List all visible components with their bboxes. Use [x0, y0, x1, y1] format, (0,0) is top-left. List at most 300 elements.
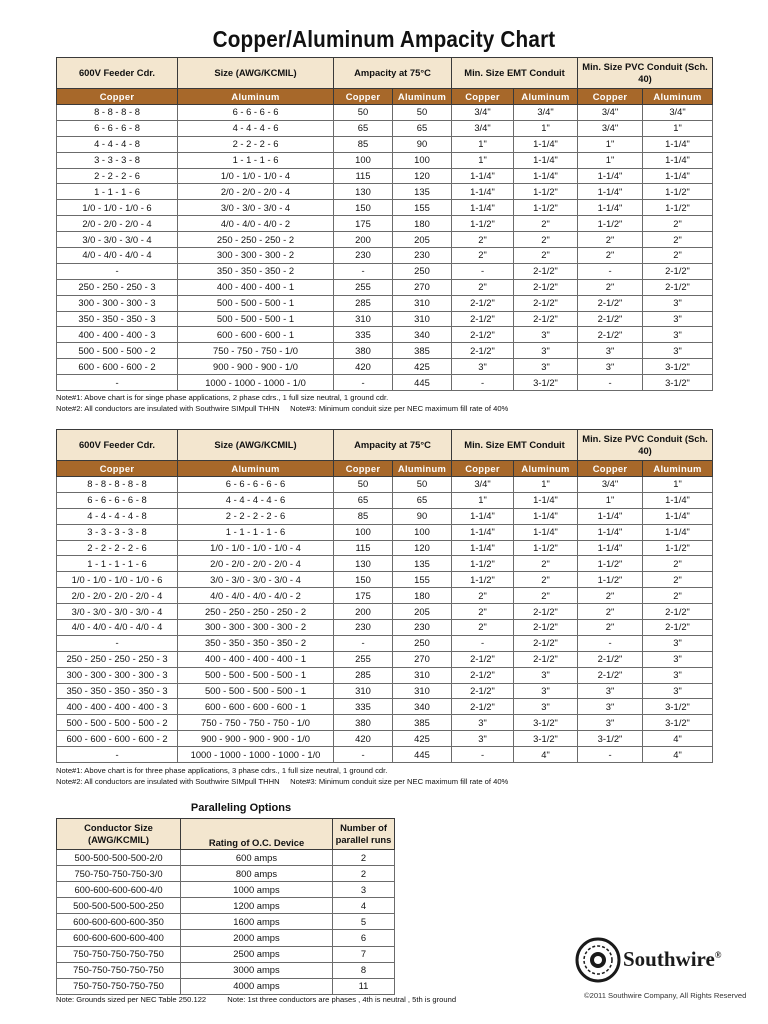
- table-cell: -: [578, 375, 643, 391]
- table-cell: 4": [643, 747, 713, 763]
- aluminum-subheader: Aluminum: [393, 89, 452, 105]
- southwire-wordmark: [623, 947, 722, 972]
- table-row: [57, 850, 395, 866]
- table-cell: 1": [643, 477, 713, 493]
- table-row: [57, 978, 395, 994]
- table-cell: 2": [452, 279, 514, 295]
- table-cell: 250 - 250 - 250 - 250 - 2: [178, 604, 334, 620]
- table-cell: 65: [334, 492, 393, 508]
- table-cell: 285: [334, 295, 393, 311]
- table-cell: 750-750-750-750-3/0: [57, 866, 181, 882]
- table-cell: 3": [514, 667, 578, 683]
- table-row: [57, 620, 713, 636]
- table-cell: 4 - 4 - 4 - 4 - 6: [178, 492, 334, 508]
- table-row: [57, 572, 713, 588]
- table-row: [57, 295, 713, 311]
- table-cell: 4": [514, 747, 578, 763]
- table-cell: 1-1/4": [514, 168, 578, 184]
- table-cell: 2": [452, 248, 514, 264]
- copper-subheader: Copper: [452, 89, 514, 105]
- pvc-header: Min. Size PVC Conduit (Sch. 40): [578, 430, 713, 461]
- table-cell: 3": [578, 359, 643, 375]
- table-row: [57, 683, 713, 699]
- table-cell: 1-1/4": [514, 524, 578, 540]
- copper-subheader: Copper: [334, 89, 393, 105]
- table-cell: 310: [393, 683, 452, 699]
- table-cell: 1-1/2": [578, 572, 643, 588]
- table-cell: 445: [393, 747, 452, 763]
- table-cell: 2-1/2": [514, 263, 578, 279]
- table-cell: 3: [333, 882, 395, 898]
- table-cell: 2-1/2": [452, 311, 514, 327]
- table-cell: 1000 - 1000 - 1000 - 1000 - 1/0: [178, 747, 334, 763]
- table-cell: 425: [393, 731, 452, 747]
- table-cell: 1-1/4": [578, 508, 643, 524]
- table-cell: 4/0 - 4/0 - 4/0 - 4/0 - 2: [178, 588, 334, 604]
- southwire-emblem-icon: [577, 939, 619, 981]
- table-cell: 1-1/4": [578, 540, 643, 556]
- table-cell: 2-1/2": [643, 263, 713, 279]
- table-cell: 2 - 2 - 2 - 6: [57, 168, 178, 184]
- parallel-runs-header: Number of parallel runs: [333, 819, 395, 850]
- table-cell: 2-1/2": [514, 635, 578, 651]
- table-cell: 3": [643, 295, 713, 311]
- table-cell: 3/4": [578, 477, 643, 493]
- table-cell: 400 - 400 - 400 - 1: [178, 279, 334, 295]
- table-cell: 750-750-750-750-750: [57, 978, 181, 994]
- table-cell: 750 - 750 - 750 - 750 - 1/0: [178, 715, 334, 731]
- oc-rating-header: Rating of O.C. Device: [181, 819, 333, 850]
- table-cell: 380: [334, 343, 393, 359]
- table-cell: 500 - 500 - 500 - 2: [57, 343, 178, 359]
- table-cell: 85: [334, 508, 393, 524]
- table-cell: 2-1/2": [514, 311, 578, 327]
- table-cell: 230: [393, 248, 452, 264]
- table-cell: 3/4": [643, 105, 713, 121]
- size-header: Size (AWG/KCMIL): [178, 58, 334, 89]
- table-cell: 2: [333, 850, 395, 866]
- table-cell: 90: [393, 136, 452, 152]
- table-cell: 4": [643, 731, 713, 747]
- aluminum-subheader: Aluminum: [514, 89, 578, 105]
- table-cell: 11: [333, 978, 395, 994]
- table-row: [57, 524, 713, 540]
- table-cell: 150: [334, 572, 393, 588]
- table-cell: 250 - 250 - 250 - 250 - 3: [57, 651, 178, 667]
- table-cell: 100: [393, 524, 452, 540]
- table-cell: 1-1/4": [452, 184, 514, 200]
- table-cell: 385: [393, 343, 452, 359]
- table-cell: 1": [452, 136, 514, 152]
- table-cell: 1-1/4": [643, 524, 713, 540]
- table-cell: 2-1/2": [578, 667, 643, 683]
- table-cell: -: [334, 747, 393, 763]
- table-cell: 750 - 750 - 750 - 1/0: [178, 343, 334, 359]
- table-row: [57, 747, 713, 763]
- table-cell: 1-1/4": [514, 492, 578, 508]
- table-cell: 3": [578, 343, 643, 359]
- copper-subheader: Copper: [334, 461, 393, 477]
- table-cell: 350 - 350 - 350 - 2: [178, 263, 334, 279]
- copper-subheader: Copper: [578, 89, 643, 105]
- table-cell: 500 - 500 - 500 - 500 - 1: [178, 683, 334, 699]
- copper-subheader: Copper: [57, 89, 178, 105]
- table-cell: 1-1/2": [452, 572, 514, 588]
- table-cell: 2": [578, 620, 643, 636]
- table-cell: 2-1/2": [578, 327, 643, 343]
- copper-subheader: Copper: [578, 461, 643, 477]
- table-cell: 120: [393, 168, 452, 184]
- table-cell: 2-1/2": [452, 295, 514, 311]
- table-row: [57, 930, 395, 946]
- table-cell: 130: [334, 556, 393, 572]
- table-cell: 1-1/2": [643, 184, 713, 200]
- table-cell: 3": [514, 343, 578, 359]
- table-cell: 2": [514, 216, 578, 232]
- table-cell: 1/0 - 1/0 - 1/0 - 1/0 - 4: [178, 540, 334, 556]
- table-cell: 4/0 - 4/0 - 4/0 - 4/0 - 4: [57, 620, 178, 636]
- table-row: [57, 588, 713, 604]
- table-cell: 2-1/2": [643, 604, 713, 620]
- table-cell: 2-1/2": [643, 279, 713, 295]
- table-cell: 50: [393, 477, 452, 493]
- table-row: [57, 152, 713, 168]
- table-cell: 1-1/4": [452, 508, 514, 524]
- table-cell: 1/0 - 1/0 - 1/0 - 4: [178, 168, 334, 184]
- table-cell: 2: [333, 866, 395, 882]
- table-cell: 1": [514, 120, 578, 136]
- table-cell: 600-600-600-600-350: [57, 914, 181, 930]
- table-cell: 310: [334, 683, 393, 699]
- table-cell: 1-1/2": [452, 556, 514, 572]
- table2-note2: Note#2: All conductors are insulated with Southwire SIMpull THHN: [56, 777, 280, 786]
- table-cell: 6 - 6 - 6 - 6: [178, 105, 334, 121]
- table-cell: 3/4": [514, 105, 578, 121]
- table-cell: 180: [393, 588, 452, 604]
- table-cell: 5: [333, 914, 395, 930]
- table-cell: 230: [393, 620, 452, 636]
- table-cell: 1 - 1 - 1 - 1 - 6: [178, 524, 334, 540]
- table-cell: 2-1/2": [578, 651, 643, 667]
- table-cell: 600 - 600 - 600 - 1: [178, 327, 334, 343]
- table-row: [57, 248, 713, 264]
- table-cell: 2": [514, 232, 578, 248]
- table1-notes: [56, 392, 508, 414]
- table-cell: 3000 amps: [181, 962, 333, 978]
- table-cell: 3": [452, 731, 514, 747]
- table-cell: 425: [393, 359, 452, 375]
- table-cell: 4 - 4 - 4 - 6: [178, 120, 334, 136]
- table-cell: 2-1/2": [452, 343, 514, 359]
- table-cell: 600 amps: [181, 850, 333, 866]
- table-cell: 2": [578, 588, 643, 604]
- registered-mark: ®: [714, 950, 722, 960]
- aluminum-subheader: Aluminum: [643, 89, 713, 105]
- table-row: [57, 279, 713, 295]
- table2-note1: Note#1: Above chart is for three phase applications, 3 phase cdrs., 1 full size neutral, 1 ground cdr.: [56, 766, 388, 775]
- table-cell: 1-1/4": [578, 200, 643, 216]
- table1-note2: Note#2: All conductors are insulated with Southwire SIMpull THHN: [56, 404, 280, 413]
- table-row: [57, 359, 713, 375]
- table-cell: 600 - 600 - 600 - 600 - 2: [57, 731, 178, 747]
- paralleling-note-grounds: Note: Grounds sized per NEC Table 250.122: [56, 995, 207, 1004]
- table-cell: 3": [514, 359, 578, 375]
- table-cell: 4 - 4 - 4 - 4 - 8: [57, 508, 178, 524]
- table-cell: 2": [514, 556, 578, 572]
- table-cell: 6: [333, 930, 395, 946]
- table-row: [57, 699, 713, 715]
- table-cell: 250: [393, 635, 452, 651]
- table-cell: 4 - 4 - 4 - 8: [57, 136, 178, 152]
- table-cell: -: [57, 263, 178, 279]
- table-cell: 4/0 - 4/0 - 4/0 - 2: [178, 216, 334, 232]
- table-cell: 3/0 - 3/0 - 3/0 - 4: [57, 232, 178, 248]
- table-cell: 3 - 3 - 3 - 3 - 8: [57, 524, 178, 540]
- table-cell: 1-1/4": [643, 152, 713, 168]
- table-cell: 120: [393, 540, 452, 556]
- table-cell: 3": [452, 359, 514, 375]
- table-row: [57, 136, 713, 152]
- table-cell: 1-1/4": [452, 524, 514, 540]
- aluminum-subheader: Aluminum: [178, 461, 334, 477]
- table-cell: 1": [578, 152, 643, 168]
- table-cell: 420: [334, 731, 393, 747]
- table-cell: 2-1/2": [452, 667, 514, 683]
- aluminum-subheader: Aluminum: [178, 89, 334, 105]
- table-cell: 200: [334, 232, 393, 248]
- table-row: [57, 604, 713, 620]
- feeder-header: 600V Feeder Cdr.: [57, 430, 178, 461]
- table-cell: 2": [452, 620, 514, 636]
- table-cell: 1 - 1 - 1 - 6: [57, 184, 178, 200]
- table-cell: 3": [643, 651, 713, 667]
- table2-note2-3: [56, 776, 508, 787]
- table-cell: 3": [578, 715, 643, 731]
- table-cell: 1-1/4": [643, 168, 713, 184]
- table-cell: 85: [334, 136, 393, 152]
- table-cell: 2 - 2 - 2 - 2 - 6: [57, 540, 178, 556]
- table-cell: 175: [334, 588, 393, 604]
- size-header: Size (AWG/KCMIL): [178, 430, 334, 461]
- table-cell: 310: [393, 295, 452, 311]
- table-cell: 2": [643, 248, 713, 264]
- table-cell: 2 - 2 - 2 - 2 - 6: [178, 508, 334, 524]
- table-row: [57, 200, 713, 216]
- table-cell: 250 - 250 - 250 - 3: [57, 279, 178, 295]
- table-row: [57, 105, 713, 121]
- copyright: ©2011 Southwire Company, All Rights Reserved: [584, 991, 747, 1000]
- table-cell: 350 - 350 - 350 - 350 - 2: [178, 635, 334, 651]
- table-cell: 1-1/4": [452, 200, 514, 216]
- table-cell: 335: [334, 699, 393, 715]
- table-cell: 3/0 - 3/0 - 3/0 - 3/0 - 4: [57, 604, 178, 620]
- table-cell: 90: [393, 508, 452, 524]
- table-cell: 3": [643, 683, 713, 699]
- table-cell: 400 - 400 - 400 - 3: [57, 327, 178, 343]
- table-row: [57, 731, 713, 747]
- table-cell: 1": [578, 492, 643, 508]
- table-cell: -: [334, 263, 393, 279]
- table-row: [57, 667, 713, 683]
- table-row: [57, 898, 395, 914]
- table-cell: 2": [578, 279, 643, 295]
- table-cell: 600-600-600-600-400: [57, 930, 181, 946]
- table-cell: 65: [334, 120, 393, 136]
- table-row: [57, 508, 713, 524]
- table-cell: 2": [578, 604, 643, 620]
- table-cell: 2-1/2": [514, 295, 578, 311]
- table-cell: 50: [334, 105, 393, 121]
- table-cell: 1600 amps: [181, 914, 333, 930]
- table1-note1: Note#1: Above chart is for singe phase applications, 2 phase cdrs., 1 full size neutral, 1 ground cdr.: [56, 393, 389, 402]
- table-cell: 1-1/4": [452, 168, 514, 184]
- table-cell: 500 - 500 - 500 - 1: [178, 311, 334, 327]
- table-cell: 1000 amps: [181, 882, 333, 898]
- table-cell: 3": [643, 327, 713, 343]
- table2-note3: Note#3: Minimum conduit size per NEC maximum fill rate of 40%: [290, 777, 509, 786]
- table-cell: -: [57, 747, 178, 763]
- table-cell: 6 - 6 - 6 - 8: [57, 120, 178, 136]
- table-row: [57, 232, 713, 248]
- table-cell: 310: [334, 311, 393, 327]
- table-cell: 1-1/4": [643, 492, 713, 508]
- table-cell: 2-1/2": [452, 651, 514, 667]
- table-cell: 3": [643, 667, 713, 683]
- table-cell: 2": [643, 232, 713, 248]
- table-cell: 1": [452, 492, 514, 508]
- table-cell: 3": [452, 715, 514, 731]
- table-cell: 2": [578, 232, 643, 248]
- table-cell: 3": [578, 699, 643, 715]
- pvc-header: Min. Size PVC Conduit (Sch. 40): [578, 58, 713, 89]
- paralleling-notes: [56, 995, 456, 1004]
- table-cell: 155: [393, 200, 452, 216]
- table-cell: 50: [334, 477, 393, 493]
- table-cell: 1/0 - 1/0 - 1/0 - 6: [57, 200, 178, 216]
- table-cell: 1 - 1 - 1 - 1 - 6: [57, 556, 178, 572]
- table-row: [57, 556, 713, 572]
- table-cell: 3-1/2": [643, 375, 713, 391]
- table-cell: 300 - 300 - 300 - 300 - 3: [57, 667, 178, 683]
- table-cell: 1-1/2": [452, 216, 514, 232]
- table-cell: 180: [393, 216, 452, 232]
- table-row: [57, 477, 713, 493]
- table-cell: 2/0 - 2/0 - 2/0 - 2/0 - 4: [178, 556, 334, 572]
- table-cell: 2": [643, 572, 713, 588]
- table-cell: 3-1/2": [514, 715, 578, 731]
- ampacity-header: Ampacity at 75°C: [334, 58, 452, 89]
- table-cell: 2-1/2": [514, 604, 578, 620]
- table-row: [57, 311, 713, 327]
- aluminum-subheader: Aluminum: [643, 461, 713, 477]
- table-cell: 1-1/4": [514, 508, 578, 524]
- table-cell: 2/0 - 2/0 - 2/0 - 4: [178, 184, 334, 200]
- table-cell: 150: [334, 200, 393, 216]
- table-row: [57, 946, 395, 962]
- paralleling-title: Paralleling Options: [190, 802, 292, 814]
- table-cell: 3/0 - 3/0 - 3/0 - 4: [178, 200, 334, 216]
- table-cell: 3-1/2": [643, 359, 713, 375]
- table-cell: 3": [643, 343, 713, 359]
- table-cell: 1-1/4": [578, 184, 643, 200]
- table-cell: 2/0 - 2/0 - 2/0 - 4: [57, 216, 178, 232]
- table-cell: -: [334, 375, 393, 391]
- emt-header: Min. Size EMT Conduit: [452, 430, 578, 461]
- table-cell: 3/4": [578, 105, 643, 121]
- table-cell: -: [578, 747, 643, 763]
- table-cell: 155: [393, 572, 452, 588]
- table-cell: 1-1/4": [578, 524, 643, 540]
- table-cell: 2": [514, 248, 578, 264]
- table-cell: 1": [514, 477, 578, 493]
- table-cell: 1-1/2": [514, 540, 578, 556]
- table-cell: 3-1/2": [643, 699, 713, 715]
- table-cell: 3-1/2": [578, 731, 643, 747]
- table-cell: 500 - 500 - 500 - 1: [178, 295, 334, 311]
- table-cell: 285: [334, 667, 393, 683]
- table-cell: 65: [393, 120, 452, 136]
- table-cell: 1-1/2": [643, 200, 713, 216]
- table-cell: 1-1/4": [643, 508, 713, 524]
- table-cell: 3 - 3 - 3 - 8: [57, 152, 178, 168]
- table-cell: 1/0 - 1/0 - 1/0 - 1/0 - 6: [57, 572, 178, 588]
- table-cell: 2": [643, 588, 713, 604]
- table-cell: 380: [334, 715, 393, 731]
- table-cell: 3/4": [452, 477, 514, 493]
- table-cell: 400 - 400 - 400 - 400 - 1: [178, 651, 334, 667]
- copper-subheader: Copper: [57, 461, 178, 477]
- table-cell: 135: [393, 556, 452, 572]
- table-row: [57, 962, 395, 978]
- table-cell: 900 - 900 - 900 - 900 - 1/0: [178, 731, 334, 747]
- table-cell: 2-1/2": [514, 620, 578, 636]
- table-cell: 1-1/2": [643, 540, 713, 556]
- table1-note3: Note#3: Minimum conduit size per NEC maximum fill rate of 40%: [290, 404, 509, 413]
- table-cell: 1": [452, 152, 514, 168]
- table-cell: 1": [578, 136, 643, 152]
- table-cell: 270: [393, 279, 452, 295]
- table-cell: 2": [452, 604, 514, 620]
- table-cell: 2": [452, 588, 514, 604]
- table-cell: 115: [334, 168, 393, 184]
- table-cell: 1-1/4": [643, 136, 713, 152]
- conductor-size-header: Conductor Size (AWG/KCMIL): [57, 819, 181, 850]
- paralleling-table: [56, 818, 395, 995]
- table-cell: 250 - 250 - 250 - 2: [178, 232, 334, 248]
- table-cell: 1": [643, 120, 713, 136]
- page-title: Copper/Aluminum Ampacity Chart: [212, 26, 556, 52]
- brand-name: Southwire: [623, 947, 715, 971]
- table-cell: 1-1/4": [452, 540, 514, 556]
- table-cell: 3": [643, 635, 713, 651]
- table-row: [57, 715, 713, 731]
- table-cell: 3/0 - 3/0 - 3/0 - 3/0 - 4: [178, 572, 334, 588]
- table-cell: 1-1/2": [514, 184, 578, 200]
- paralleling-note-phases: Note: 1st three conductors are phases , 4th is neutral , 5th is ground: [227, 995, 457, 1004]
- table-cell: 2500 amps: [181, 946, 333, 962]
- table-cell: 50: [393, 105, 452, 121]
- table-cell: 3/4": [578, 120, 643, 136]
- table-cell: 200: [334, 604, 393, 620]
- table-cell: 2-1/2": [578, 295, 643, 311]
- table-cell: 300 - 300 - 300 - 3: [57, 295, 178, 311]
- table-cell: 2 - 2 - 2 - 6: [178, 136, 334, 152]
- table-cell: 6 - 6 - 6 - 6 - 8: [57, 492, 178, 508]
- table-cell: 2-1/2": [514, 651, 578, 667]
- table-cell: 205: [393, 604, 452, 620]
- table-cell: 255: [334, 279, 393, 295]
- table-cell: 4/0 - 4/0 - 4/0 - 4: [57, 248, 178, 264]
